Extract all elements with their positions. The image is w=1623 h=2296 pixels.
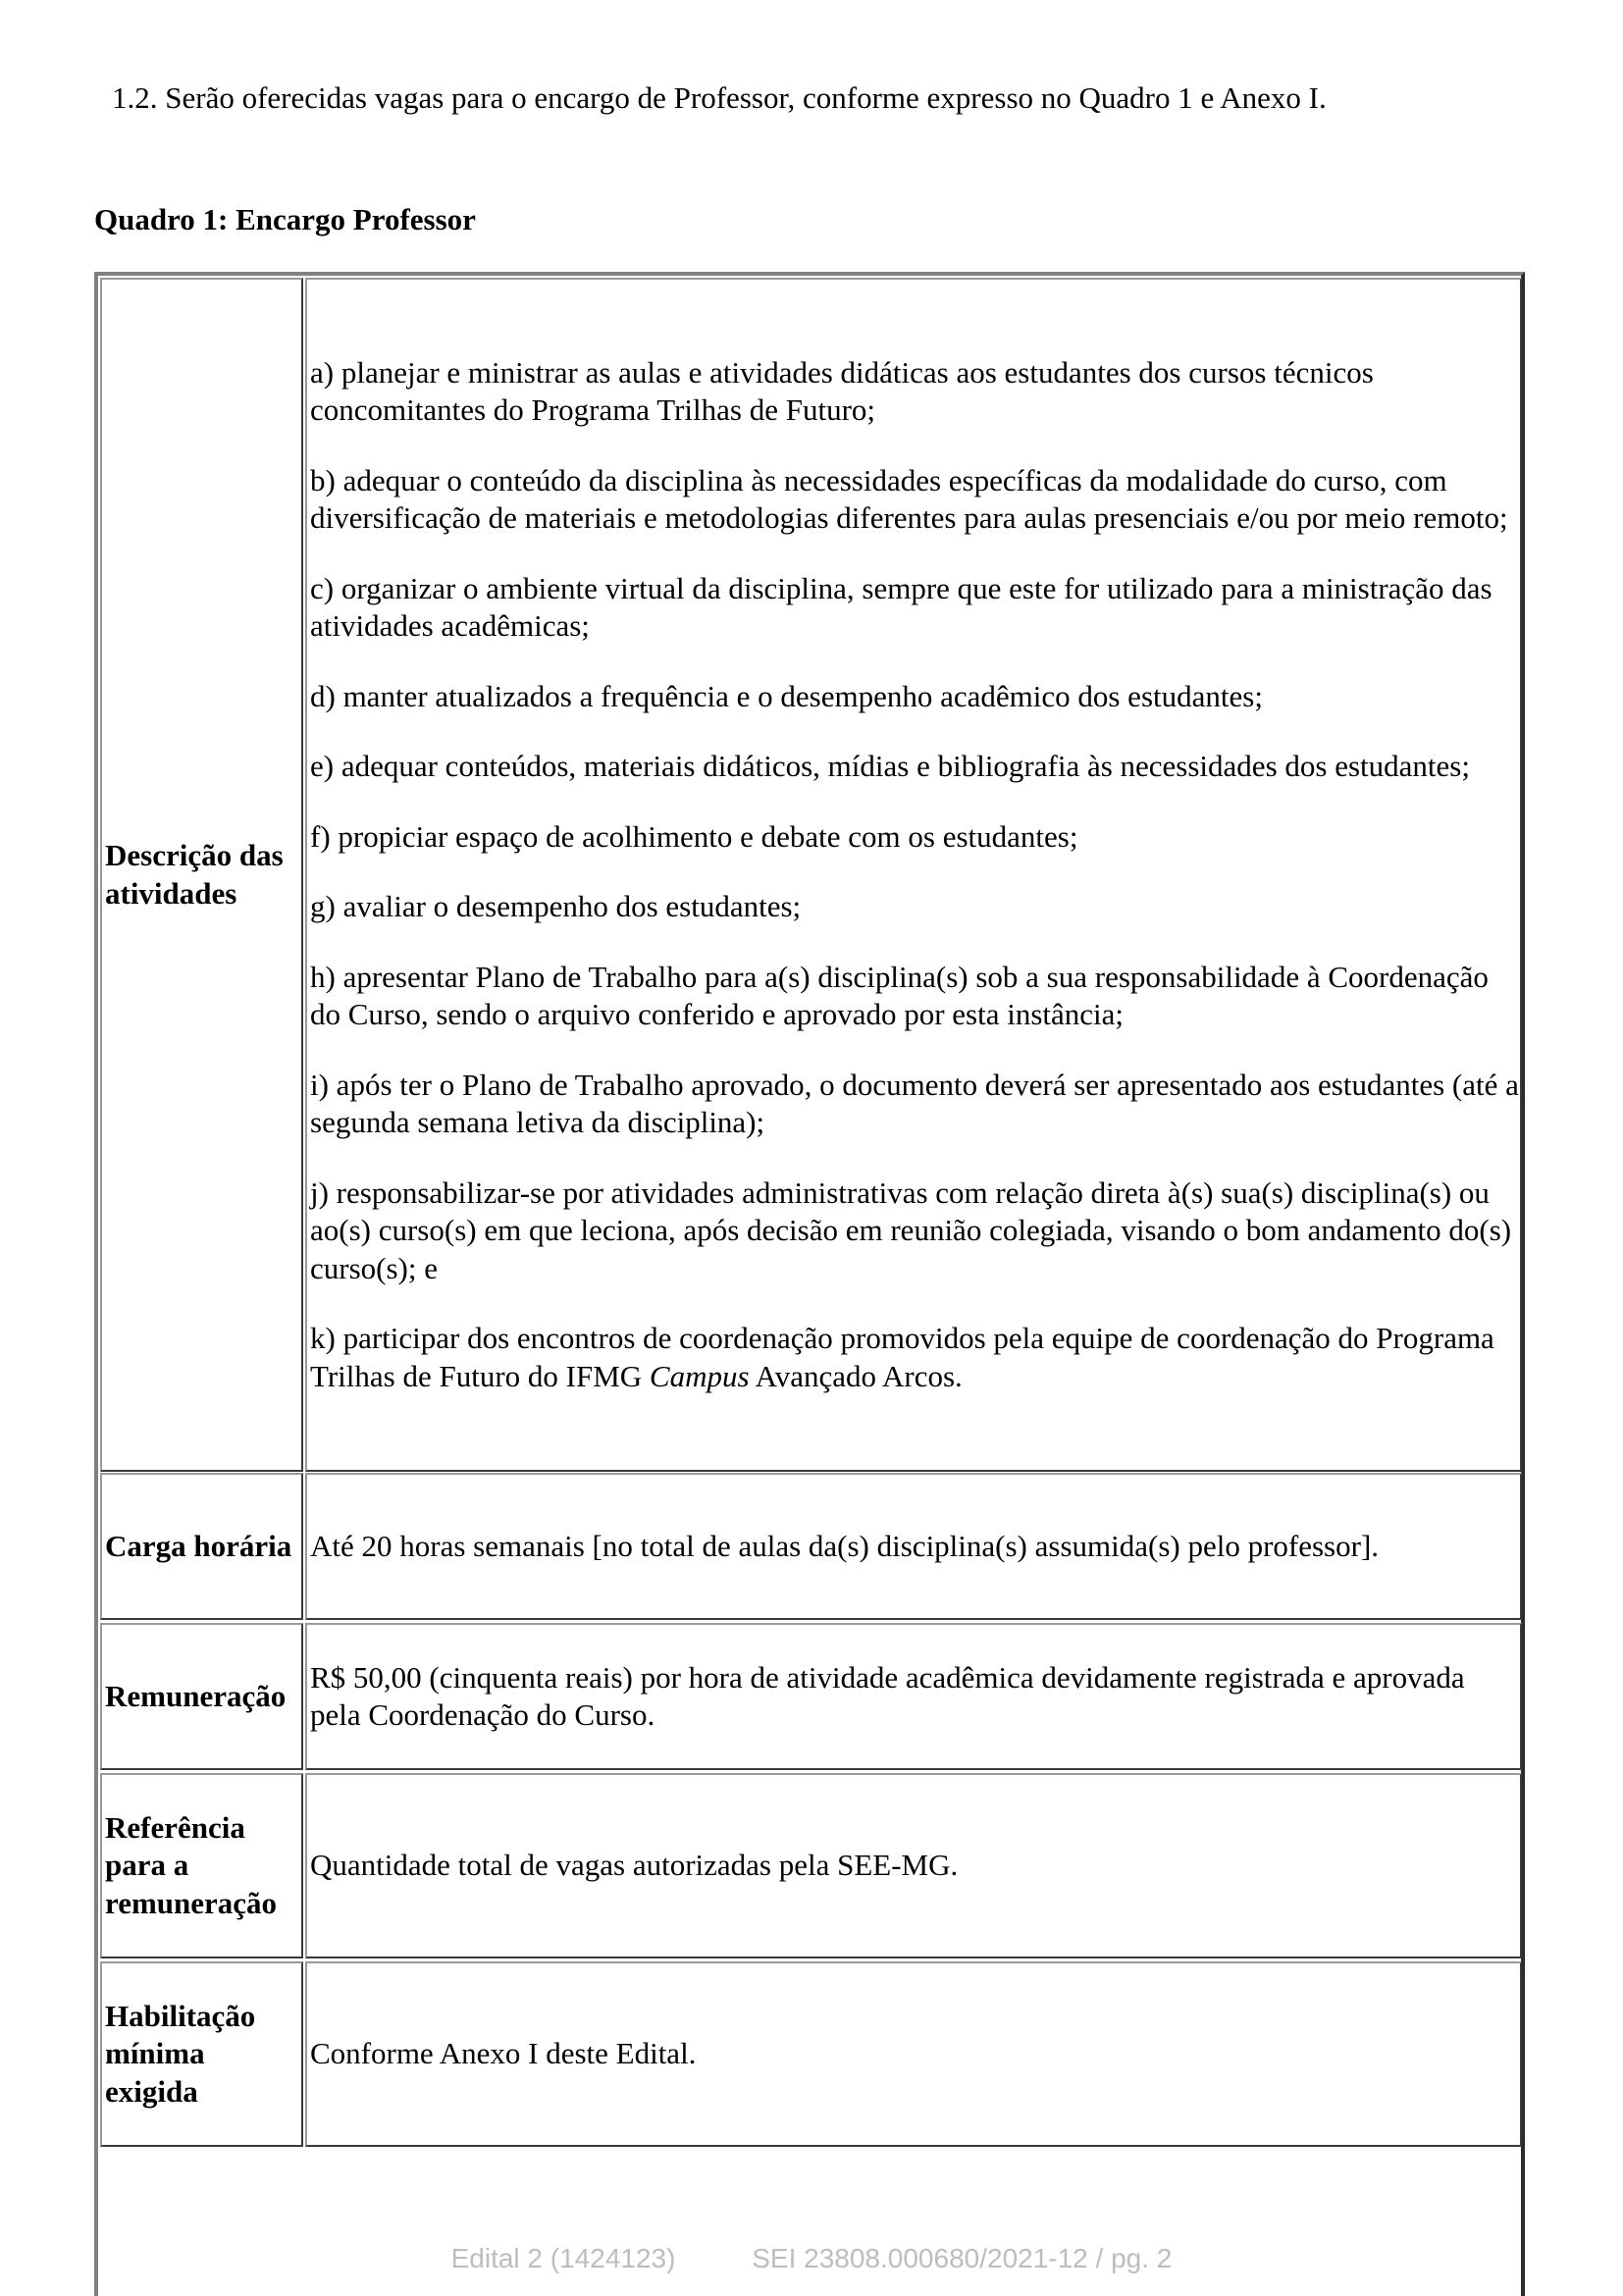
activity-item-k-end: Avançado Arcos. bbox=[749, 1358, 963, 1393]
label-habilitacao bbox=[100, 1961, 303, 2147]
activity-item-c: c) organizar o ambiente virtual da disciplina, sempre que este for utilizado para a ministração das atividades acadêmicas; bbox=[310, 570, 1492, 644]
intro-paragraph: 1.2. Serão oferecidas vagas para o encargo de Professor, conforme expresso no Quadro 1 e Anexo I. bbox=[112, 80, 1327, 115]
label-carga-horaria bbox=[100, 1473, 303, 1620]
activity-item-j: j) responsabilizar-se por atividades administrativas com relação direta à(s) sua(s) disciplina(s) ou ao(s) curso(s) em que leciona, após decisão em reunião colegiada, visando o bom andamento do(s) curso(s); e bbox=[310, 1174, 1512, 1285]
activities-list bbox=[310, 354, 1520, 1396]
value-remuneracao bbox=[305, 1623, 1522, 1770]
value-descricao bbox=[305, 278, 1522, 1472]
activity-item-k bbox=[310, 1320, 1520, 1395]
footer-sei-ref: SEI 23808.000680/2021-12 / pg. 2 bbox=[752, 2243, 1173, 2273]
value-remuneracao-text: R$ 50,00 (cinquenta reais) por hora de atividade acadêmica devidamente registrada e aprovada pela Coordenação do Curso. bbox=[310, 1659, 1465, 1732]
activity-item-i: i) após ter o Plano de Trabalho aprovado, o documento deverá ser apresentado aos estudantes (até a segunda semana letiva da disciplina); bbox=[310, 1067, 1519, 1140]
label-descricao bbox=[100, 278, 303, 1472]
table-caption: Quadro 1: Encargo Professor bbox=[94, 202, 476, 236]
activity-item-k-campus: Campus bbox=[649, 1358, 750, 1393]
value-carga-horaria bbox=[305, 1473, 1522, 1620]
value-referencia bbox=[305, 1773, 1522, 1958]
label-habilitacao-text: Habilitação mínima exigida bbox=[105, 1998, 256, 2109]
activity-item-h: h) apresentar Plano de Trabalho para a(s) disciplina(s) sob a sua responsabilidade à Coordenação do Curso, sendo o arquivo conferido e aprovado por esta instância; bbox=[310, 959, 1489, 1032]
activity-item-b: b) adequar o conteúdo da disciplina às necessidades específicas da modalidade do curso, com diversificação de materiais e metodologias diferentes para aulas presenciais e/ou por meio remoto; bbox=[310, 462, 1508, 536]
footer-doc-id: Edital 2 (1424123) bbox=[450, 2243, 676, 2273]
activity-item-d: d) manter atualizados a frequência e o desempenho acadêmico dos estudantes; bbox=[310, 678, 1263, 713]
value-habilitacao-text: Conforme Anexo I deste Edital. bbox=[310, 2036, 697, 2071]
activity-item-k-start: k) participar dos encontros de coordenação promovidos pela equipe de coordenação do Programa Trilhas de Futuro do IFMG bbox=[310, 1321, 1494, 1393]
page-footer bbox=[0, 2243, 1623, 2274]
activity-item-f: f) propiciar espaço de acolhimento e debate com os estudantes; bbox=[310, 818, 1078, 854]
activity-item-g: g) avaliar o desempenho dos estudantes; bbox=[310, 889, 802, 924]
label-descricao-text: Descrição das atividades bbox=[105, 838, 284, 911]
label-remuneracao-text: Remuneração bbox=[105, 1678, 287, 1713]
activity-item-e: e) adequar conteúdos, materiais didáticos, mídias e bibliografia às necessidades dos estudantes; bbox=[310, 749, 1470, 784]
label-referencia-text: Referência para a remuneração bbox=[105, 1809, 278, 1920]
label-referencia bbox=[100, 1773, 303, 1958]
value-referencia-text: Quantidade total de vagas autorizadas pela SEE-MG. bbox=[310, 1848, 959, 1883]
label-remuneracao bbox=[100, 1623, 303, 1770]
label-carga-horaria-text: Carga horária bbox=[105, 1528, 292, 1563]
value-carga-horaria-text: Até 20 horas semanais [no total de aulas da(s) disciplina(s) assumida(s) pelo professor]. bbox=[310, 1528, 1380, 1563]
activity-item-a: a) planejar e ministrar as aulas e atividades didáticas aos estudantes dos cursos técnicos concomitantes do Programa Trilhas de Futuro; bbox=[310, 354, 1374, 428]
value-habilitacao bbox=[305, 1961, 1522, 2147]
